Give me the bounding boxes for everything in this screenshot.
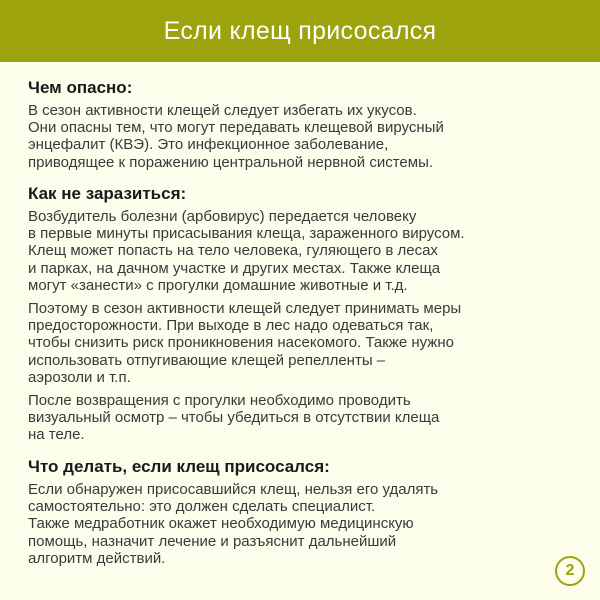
paragraph bbox=[28, 102, 588, 171]
text-line: использовать отпугивающие клещей репелленты – bbox=[28, 351, 386, 369]
text-line: могут «занести» с прогулки домашние животные и т.д. bbox=[28, 276, 408, 294]
section-heading: Как не заразиться: bbox=[28, 184, 187, 203]
text-line: Возбудитель болезни (арбовирус) передается человеку bbox=[28, 208, 417, 225]
page-number-badge: 2 bbox=[555, 556, 585, 586]
section-prevention bbox=[28, 184, 588, 444]
text-line: на теле. bbox=[28, 426, 85, 444]
text-line: После возвращения с прогулки необходимо проводить bbox=[28, 392, 411, 410]
text-line: в первые минуты присасывания клеща, зараженного вирусом. bbox=[28, 225, 465, 243]
text-line: Клещ может попасть на тело человека, гуляющего в лесах bbox=[28, 242, 438, 260]
section-what-to-do bbox=[28, 457, 588, 567]
text-line: Поэтому в сезон активности клещей следует принимать меры bbox=[28, 300, 462, 318]
text-line: визуальный осмотр – чтобы убедиться в отсутствии клеща bbox=[28, 409, 440, 427]
text-line: энцефалит (КВЭ). Это инфекционное заболевание, bbox=[28, 136, 389, 154]
section-danger bbox=[28, 78, 588, 171]
paragraph bbox=[28, 392, 588, 444]
title-banner bbox=[0, 0, 600, 62]
page-title: Если клещ присосался bbox=[163, 16, 437, 45]
paragraph bbox=[28, 208, 588, 294]
text-line: и парках, на дачном участке и других местах. Также клеща bbox=[28, 259, 441, 277]
section-heading: Чем опасно: bbox=[28, 78, 133, 97]
text-line: алгоритм действий. bbox=[28, 549, 166, 567]
section-heading: Что делать, если клещ присосался: bbox=[28, 457, 330, 476]
text-line: помощь, назначит лечение и разъяснит дальнейший bbox=[28, 532, 397, 550]
text-line: чтобы снизить риск проникновения насекомого. Также нужно bbox=[28, 334, 454, 352]
text-line: аэрозоли и т.п. bbox=[28, 368, 131, 386]
paragraph bbox=[28, 481, 588, 567]
paragraph bbox=[28, 300, 588, 386]
text-line: самостоятельно: это должен сделать специалист. bbox=[28, 498, 376, 516]
text-line: Также медработник окажет необходимую медицинскую bbox=[28, 515, 414, 533]
text-line: В сезон активности клещей следует избегать их укусов. bbox=[28, 102, 417, 119]
text-line: Если обнаружен присосавшийся клещ, нельзя его удалять bbox=[28, 481, 439, 498]
text-line: Они опасны тем, что могут передавать клещевой вирусный bbox=[28, 119, 444, 137]
text-line: предосторожности. При выходе в лес надо одеваться так, bbox=[28, 317, 434, 335]
text-line: приводящее к поражению центральной нервной системы. bbox=[28, 153, 434, 171]
